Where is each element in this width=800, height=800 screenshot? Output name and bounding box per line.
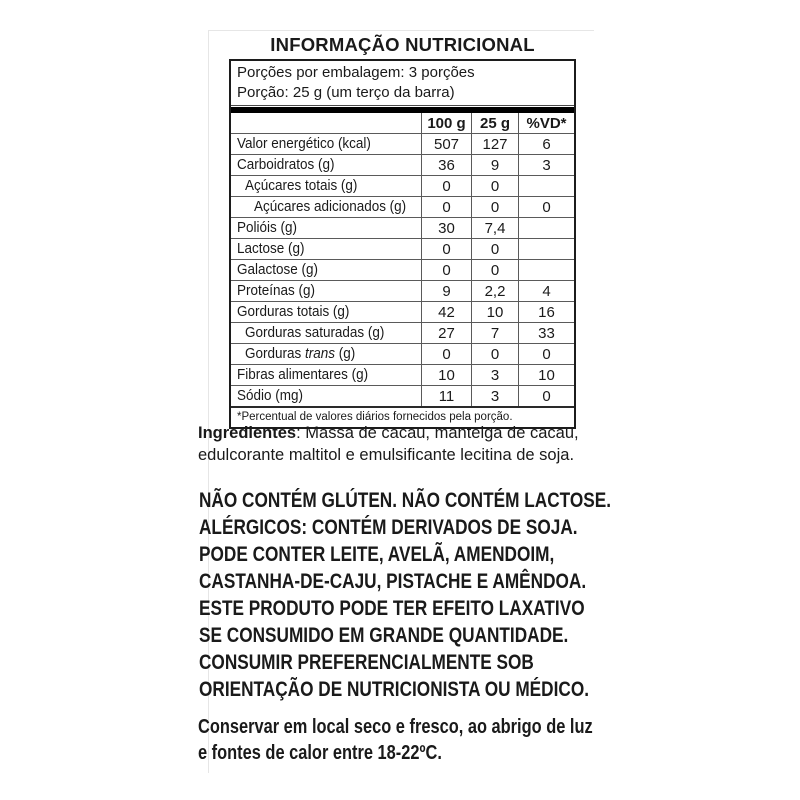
ingredients-line1 (198, 423, 579, 445)
value-percent-vd: 16 (518, 302, 574, 322)
table-row (231, 196, 574, 217)
warning-line: NÃO CONTÉM GLÚTEN. NÃO CONTÉM LACTOSE. (199, 489, 612, 512)
value-per-25g: 7,4 (471, 218, 518, 238)
value-per-100g: 0 (421, 176, 471, 196)
value-per-100g: 30 (421, 218, 471, 238)
ingredients-paragraph (198, 423, 579, 466)
nutrient-label: Sódio (mg) (237, 388, 303, 404)
value-percent-vd (518, 260, 574, 280)
value-per-25g: 0 (471, 344, 518, 364)
value-per-25g: 3 (471, 365, 518, 385)
nutrient-label: Proteínas (g) (237, 283, 315, 299)
table-row (231, 175, 574, 196)
table-row (231, 238, 574, 259)
value-per-100g: 42 (421, 302, 471, 322)
value-per-100g: 11 (421, 386, 471, 406)
value-percent-vd: 0 (518, 344, 574, 364)
nutrition-table (229, 59, 576, 429)
value-per-100g: 10 (421, 365, 471, 385)
value-percent-vd: 0 (518, 386, 574, 406)
nutrient-label: Valor energético (kcal) (237, 136, 371, 152)
nutrient-label: Lactose (g) (237, 241, 305, 257)
table-footnote: *Percentual de valores diários fornecidos pela porção. (231, 406, 574, 427)
table-row (231, 217, 574, 238)
column-header-row (231, 113, 574, 133)
ingredients-line1-rest: : Massa de cacau, manteiga de cacau, (296, 424, 579, 442)
value-per-100g: 0 (421, 344, 471, 364)
col-header-25g: 25 g (471, 113, 518, 133)
nutrient-label: Açúcares totais (g) (245, 178, 358, 194)
portions-per-package: Porções por embalagem: 3 porções (237, 64, 475, 81)
value-per-25g: 127 (471, 134, 518, 154)
value-percent-vd: 4 (518, 281, 574, 301)
warning-line: CASTANHA-DE-CAJU, PISTACHE E AMÊNDOA. (199, 570, 587, 593)
value-per-25g: 3 (471, 386, 518, 406)
value-per-25g: 0 (471, 197, 518, 217)
value-per-100g: 0 (421, 239, 471, 259)
nutrient-rows (231, 133, 574, 406)
value-percent-vd: 10 (518, 365, 574, 385)
table-row (231, 301, 574, 322)
nutrient-label: Gorduras trans (g) (245, 346, 356, 362)
table-row (231, 259, 574, 280)
warning-line: ORIENTAÇÃO DE NUTRICIONISTA OU MÉDICO. (199, 678, 589, 701)
value-per-25g: 0 (471, 260, 518, 280)
value-per-100g: 9 (421, 281, 471, 301)
ingredients-line2: edulcorante maltitol e emulsificante lecitina de soja. (198, 445, 575, 464)
value-per-100g: 507 (421, 134, 471, 154)
warning-line: SE CONSUMIDO EM GRANDE QUANTIDADE. (199, 624, 569, 647)
value-percent-vd (518, 239, 574, 259)
warning-line: ESTE PRODUTO PODE TER EFEITO LAXATIVO (199, 597, 585, 620)
value-per-25g: 0 (471, 239, 518, 259)
value-per-25g: 0 (471, 176, 518, 196)
nutrient-label: Galactose (g) (237, 262, 318, 278)
col-header-vd: %VD* (518, 113, 574, 133)
nutrient-label: Gorduras saturadas (g) (245, 325, 385, 341)
portion-size: Porção: 25 g (um terço da barra) (237, 83, 455, 101)
value-per-100g: 0 (421, 260, 471, 280)
table-row (231, 280, 574, 301)
ingredients-heading: Ingredientes (198, 424, 297, 442)
value-per-25g: 7 (471, 323, 518, 343)
value-per-100g: 36 (421, 155, 471, 175)
nutrient-label: Polióis (g) (237, 220, 297, 236)
storage-line: Conservar em local seco e fresco, ao abrigo de luz (198, 716, 593, 738)
allergen-warnings (199, 487, 611, 703)
nutrient-label: Carboidratos (g) (237, 157, 335, 173)
value-per-25g: 9 (471, 155, 518, 175)
warning-line: ALÉRGICOS: CONTÉM DERIVADOS DE SOJA. (199, 516, 578, 539)
warning-line: CONSUMIR PREFERENCIALMENTE SOB (199, 651, 534, 674)
empty-header-cell (231, 113, 421, 133)
storage-line: e fontes de calor entre 18-22ºC. (198, 742, 442, 764)
table-row (231, 154, 574, 175)
nutrient-label: Gorduras totais (g) (237, 304, 350, 320)
value-per-100g: 0 (421, 197, 471, 217)
value-per-100g: 27 (421, 323, 471, 343)
col-header-100g: 100 g (421, 113, 471, 133)
value-per-25g: 2,2 (471, 281, 518, 301)
value-percent-vd: 0 (518, 197, 574, 217)
table-row (231, 322, 574, 343)
nutrient-label: Açúcares adicionados (g) (254, 199, 407, 215)
value-percent-vd (518, 176, 574, 196)
warning-line: PODE CONTER LEITE, AVELÃ, AMENDOIM, (199, 543, 555, 566)
nutrient-label: Fibras alimentares (g) (237, 367, 369, 383)
value-per-25g: 10 (471, 302, 518, 322)
nutrition-table-title: INFORMAÇÃO NUTRICIONAL (270, 34, 535, 55)
value-percent-vd (518, 218, 574, 238)
storage-instructions (198, 714, 593, 766)
portion-info (231, 61, 574, 106)
table-row (231, 385, 574, 406)
table-row (231, 133, 574, 154)
nutrition-label (229, 34, 576, 429)
value-percent-vd: 33 (518, 323, 574, 343)
value-percent-vd: 3 (518, 155, 574, 175)
value-percent-vd: 6 (518, 134, 574, 154)
table-row (231, 343, 574, 364)
table-row (231, 364, 574, 385)
